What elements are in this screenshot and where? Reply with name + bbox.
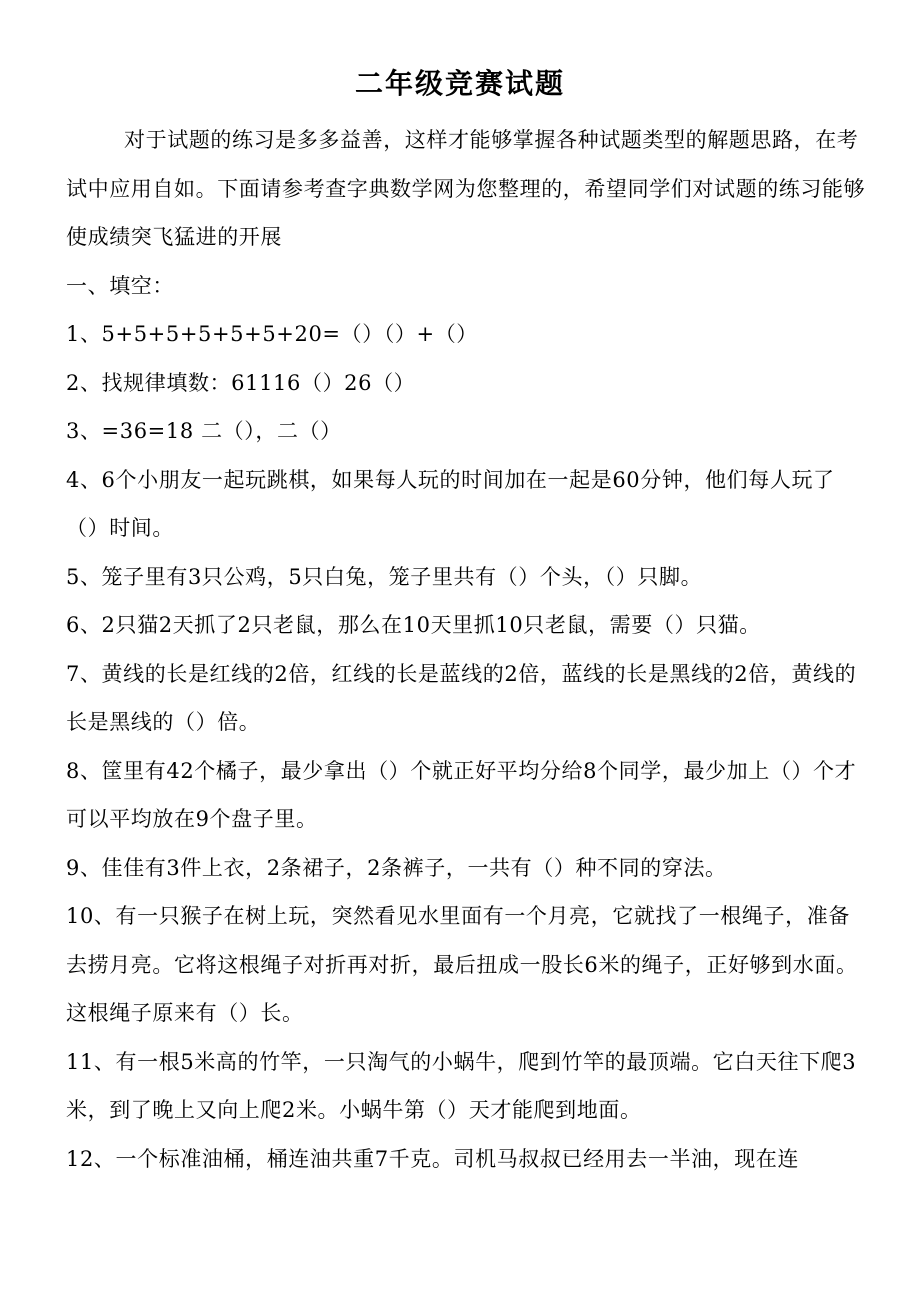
document-body	[66, 116, 866, 1183]
question-item: 5、笼子里有3只公鸡，5只白兔，笼子里共有（）个头，（）只脚。	[66, 564, 703, 589]
question-item: 8、筐里有42个橘子，最少拿出（）个就正好平均分给8个同学，最少加上（）个才可以平均放在9个盘子里。	[66, 758, 857, 831]
intro-paragraph: 对于试题的练习是多多益善，这样才能够掌握各种试题类型的解题思路，在考试中应用自如。下面请参考查字典数学网为您整理的，希望同学们对试题的练习能够使成绩突飞猛进的开展	[66, 128, 866, 249]
question-item: 7、黄线的长是红线的2倍，红线的长是蓝线的2倍，蓝线的长是黑线的2倍，黄线的长是黑线的（）倍。	[66, 661, 857, 734]
question-item: 6、2只猫2天抓了2只老鼠，那么在10天里抓10只老鼠，需要（）只猫。	[66, 613, 761, 637]
question-item: 10、有一只猴子在树上玩，突然看见水里面有一个月亮，它就找了一根绳子，准备去捞月亮。它将这根绳子对折再对折，最后扭成一股长6米的绳子，正好够到水面。这根绳子原来有（）长。	[66, 904, 858, 1025]
section-heading: 一、填空：	[66, 273, 174, 298]
question-item: 9、佳佳有3件上衣，2条裙子，2条裤子，一共有（）种不同的穿法。	[66, 855, 727, 880]
page-title: 二年级竞赛试题	[354, 67, 565, 100]
question-item: 1、5+5+5+5+5+5+20=（）（）+（）	[66, 322, 478, 346]
question-item: 4、6个小朋友一起玩跳棋，如果每人玩的时间加在一起是60分钟，他们每人玩了（）时间。	[66, 467, 835, 540]
question-item: 11、有一根5米高的竹竿，一只淘气的小蜗牛，爬到竹竿的最顶端。它白天往下爬3米，到了晚上又向上爬2米。小蜗牛第（）天才能爬到地面。	[66, 1049, 857, 1122]
question-item: 2、找规律填数：61116（）26（）	[66, 370, 416, 395]
question-item: 3、=36=18 二（），二（）	[66, 419, 342, 443]
question-item: 12、一个标准油桶，桶连油共重7千克。司机马叔叔已经用去一半油，现在连	[66, 1146, 800, 1171]
